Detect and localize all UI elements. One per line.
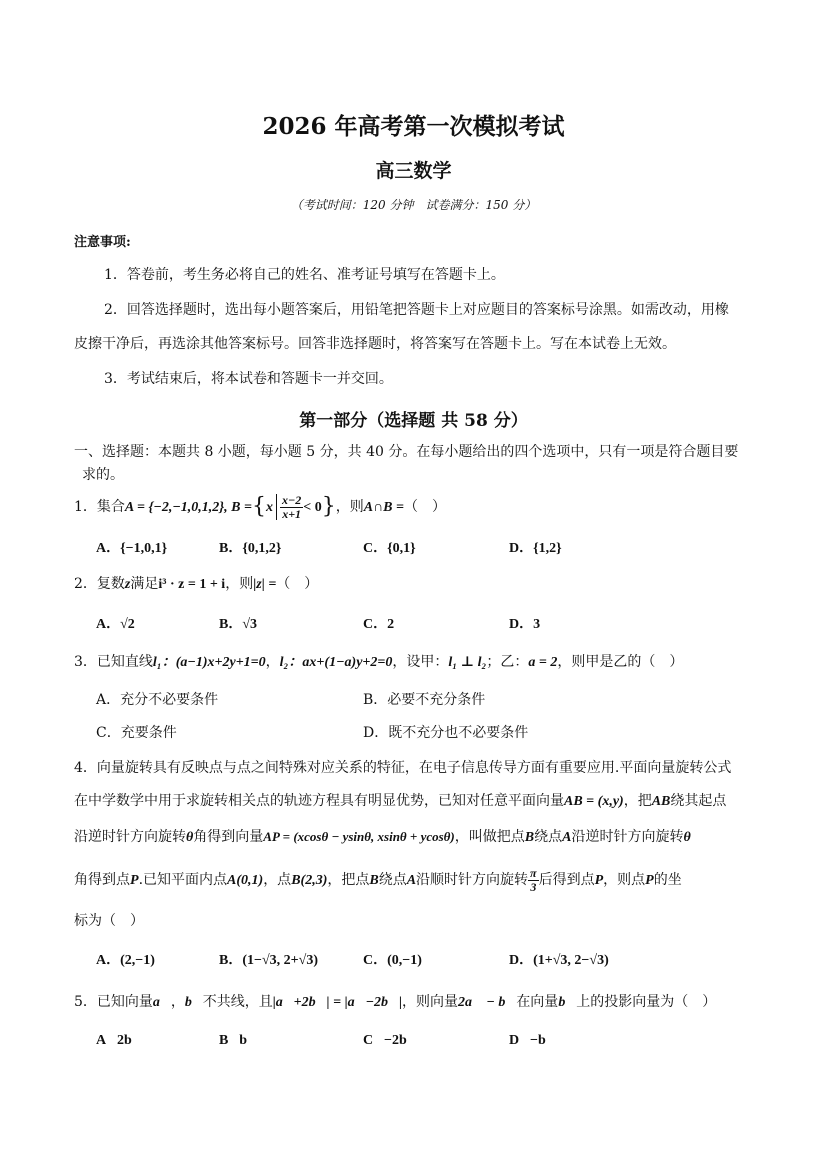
q4-line-2-post: 绕其起点 (670, 793, 727, 809)
notice-item-3: 3．考试结束后，将本试卷和答题卡一并交回。 (104, 371, 393, 387)
q3-option-a[interactable]: A．充分不必要条件 (96, 692, 219, 708)
q4-angle-den: 3 (530, 879, 537, 894)
exam-subject: 高三数学 (375, 160, 452, 182)
q4-line-4-mid2: ，点 (263, 872, 292, 888)
q5-a: a⃗ (152, 995, 171, 1010)
notice-item-1: 1．答卷前，考生务必将自己的姓名、准考证号填写在答题卡上。 (104, 267, 505, 283)
q1-brace-open: { (252, 494, 266, 519)
q1-x: x (266, 500, 273, 515)
q3-pre: 已知直线 (96, 654, 153, 670)
q4-line-3-post3: 沿逆时针方向旋转 (571, 829, 684, 845)
q5-vector: 2a⃗ − b⃗ (458, 995, 517, 1010)
q4-b-1: B (524, 830, 535, 845)
exam-info: （考试时间：120 分钟 试卷满分：150 分） (290, 198, 537, 212)
section-title: 第一部分（选择题 共 58 分） (299, 411, 528, 431)
q2-number: 2． (74, 576, 97, 592)
q4-line-2 (74, 790, 726, 810)
question-3 (74, 651, 683, 671)
q3-perp: l₁ ⊥ l₂ (448, 655, 487, 670)
q4-line-4-mid: .已知平面内点 (138, 872, 228, 888)
q4-theta-2: θ (683, 830, 691, 845)
q4-line-4-mid3: ，把点 (327, 872, 370, 888)
q4-p-3: P (645, 873, 654, 888)
q2-option-d[interactable]: D．3 (509, 617, 541, 632)
question-1 (74, 493, 446, 522)
q4-option-c[interactable]: C．(0,−1) (363, 953, 422, 968)
q2-mid: 满足 (130, 576, 159, 592)
q5-mid: 不共线，且 (202, 994, 273, 1010)
q1-option-d[interactable]: D．{1,2} (509, 541, 562, 556)
q2-option-c[interactable]: C．2 (363, 617, 395, 632)
q1-frac-den: x+1 (282, 506, 302, 521)
q5-b-2: b⃗ (558, 995, 577, 1010)
question-5 (74, 991, 716, 1011)
q5-sep: ， (170, 994, 185, 1010)
q4-option-d[interactable]: D．(1+√3, 2−√3) (509, 953, 609, 968)
q4-a-1: A (562, 830, 572, 845)
q4-p-1: P (130, 873, 139, 888)
q4-line-2-mid: ，把 (623, 793, 652, 809)
q4-line-4-mid5: 沿顺时针方向旋转 (416, 872, 529, 888)
q4-line-3 (74, 826, 691, 846)
q4-line-4-mid6: 后得到点 (538, 872, 595, 888)
q4-theta: θ (186, 830, 194, 845)
q4-vector-ab: AB = (x,y) (564, 794, 624, 809)
q1-set-a: A = {−2,−1,0,1,2}, B = (124, 500, 252, 515)
q4-angle-fraction (528, 867, 539, 893)
q5-option-a[interactable]: A．2b⃗ (96, 1033, 143, 1048)
q3-line-2: l₂：ax+(1−a)y+2=0 (279, 655, 393, 670)
q4-option-b[interactable]: B．(1−√3, 2+√3) (219, 953, 318, 968)
q3-number: 3． (74, 654, 97, 670)
q1-pre: 集合 (96, 499, 125, 515)
section-instruction-line-2: 求的。 (82, 467, 124, 483)
q1-expr: A∩B = (363, 500, 404, 515)
q4-line-4-post2: 的坐 (653, 872, 682, 888)
q5-option-c[interactable]: C．−2b⃗ (363, 1033, 418, 1048)
notice-item-2-line-1: 2．回答选择题时，选出每小题答案后，用铅笔把答题卡上对应题目的答案标号涂黑。如需改动，用橡 (104, 302, 729, 318)
q4-line-4-pre: 角得到点 (74, 872, 130, 888)
q1-blank: （ ） (403, 499, 446, 515)
q5-option-b[interactable]: B．b⃗ (219, 1033, 258, 1048)
q2-post: ，则 (225, 576, 254, 592)
q5-b: b⃗ (184, 995, 203, 1010)
q4-ab: AB (651, 794, 671, 809)
q2-z: z (124, 577, 131, 592)
q4-a-2: A (406, 873, 417, 888)
q3-option-d[interactable]: D．既不充分也不必要条件 (363, 725, 529, 741)
q1-set-bar (276, 494, 277, 520)
exam-title: 2026 年高考第一次模拟考试 (262, 113, 565, 140)
q4-option-a[interactable]: A．(2,−1) (96, 953, 155, 968)
q3-sep: ， (265, 654, 280, 670)
q4-point-b: B(2,3) (291, 873, 328, 888)
q4-line-2-pre: 在中学数学中用于求旋转相关点的轨迹方程具有明显优势，已知对任意平面向量 (74, 793, 564, 809)
q4-line-3-post2: 绕点 (534, 829, 563, 845)
q4-line-4 (74, 866, 682, 895)
q2-pre: 复数 (96, 576, 125, 592)
q4-vector-ap: AP = (xcosθ − ysinθ, xsinθ + ycosθ) (263, 829, 455, 844)
q4-p-2: P (594, 873, 604, 888)
q3-mid: ，设甲： (392, 654, 449, 670)
q3-line-1: l₁：(a−1)x+2y+1=0 (152, 655, 266, 670)
q1-cond: < 0 (303, 500, 322, 515)
q1-number: 1． (74, 499, 97, 515)
q5-mid3: 在向量 (516, 994, 559, 1010)
q1-post: ，则 (335, 499, 364, 515)
q5-equation: |a⃗+2b⃗| = |a⃗−2b⃗| (272, 995, 403, 1010)
q1-brace-close: } (321, 494, 336, 519)
q4-line-3-pre: 沿逆时针方向旋转 (74, 829, 186, 845)
q2-option-a[interactable]: A．√2 (96, 617, 135, 632)
q4-angle-num: π (530, 865, 537, 880)
q3-post: ，则甲是乙的（ ） (557, 654, 684, 670)
q4-point-a: A(0,1) (227, 873, 264, 888)
q5-mid2: ，则向量 (402, 994, 459, 1010)
q4-line-4-mid4: 绕点 (378, 872, 407, 888)
q1-option-a[interactable]: A．{−1,0,1} (96, 541, 168, 556)
q2-blank: （ ） (276, 576, 319, 592)
q4-line-1: 4．向量旋转具有反映点与点之间特殊对应关系的特征，在电子信息传导方面有重要应用.平面向量旋转公式 (74, 760, 732, 776)
section-instruction-line-1: 一、选择题：本题共 8 小题，每小题 5 分，共 40 分。在每小题给出的四个选项中，只有一项是符合题目要 (74, 444, 739, 460)
q1-option-b[interactable]: B．{0,1,2} (219, 541, 282, 556)
q3-option-b[interactable]: B．必要不充分条件 (363, 692, 486, 708)
notice-item-2-line-2: 皮擦干净后，再选涂其他答案标号。回答非选择题时，将答案写在答题卡上。写在本试卷上无效。 (74, 336, 676, 352)
q2-option-b[interactable]: B．√3 (219, 617, 258, 632)
q5-pre: 已知向量 (96, 994, 153, 1010)
q5-number: 5． (74, 994, 97, 1010)
q3-option-c[interactable]: C．充要条件 (96, 725, 177, 741)
q2-abs: |z| = (253, 577, 277, 592)
q3-cond: a = 2 (528, 655, 558, 670)
q1-option-c[interactable]: C．{0,1} (363, 541, 416, 556)
q1-frac-num: x−2 (282, 492, 302, 507)
q3-mid2: ；乙： (486, 654, 529, 670)
q4-line-4-post: ，则点 (603, 872, 646, 888)
q4-line-5: 标为（ ） (74, 913, 144, 929)
q1-fraction (280, 494, 303, 520)
notice-heading: 注意事项: (74, 235, 131, 250)
q4-b-2: B (369, 873, 379, 888)
q4-line-3-mid: 角得到向量 (193, 829, 264, 845)
q5-post: 上的投影向量为（ ） (576, 994, 717, 1010)
question-2 (74, 573, 318, 593)
q2-equation: i³ · z = 1 + i (158, 577, 226, 592)
q4-line-3-post1: ，叫做把点 (454, 829, 525, 845)
q5-option-d[interactable]: D．−b⃗ (509, 1033, 557, 1048)
